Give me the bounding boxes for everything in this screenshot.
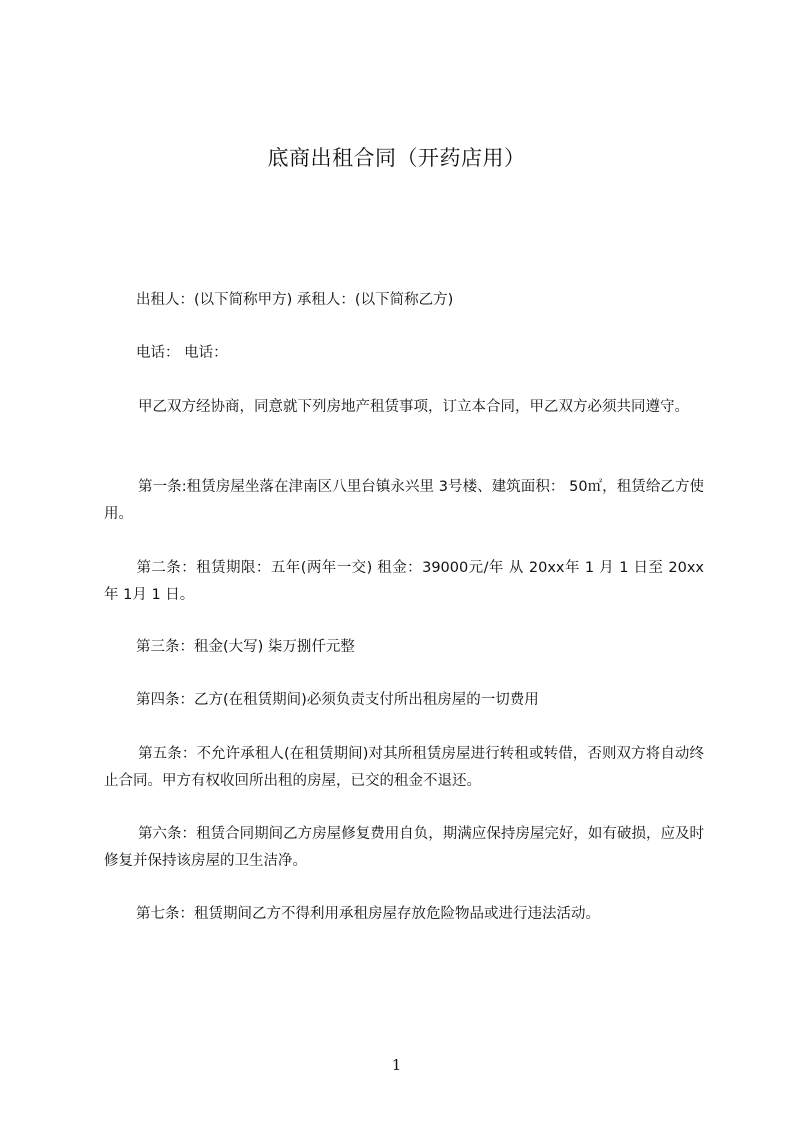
article-5 <box>104 741 704 795</box>
article-5-text: 第五条：不允许承租人(在租赁期间)对其所租赁房屋进行转租或转借，否则双方将自动终止合同。甲方有权收回所出租的房屋，已交的租金不退还。 <box>104 746 704 789</box>
article-2 <box>104 555 704 609</box>
phone-text: 电话： 电话： <box>136 345 228 361</box>
article-4 <box>104 687 704 714</box>
article-3-text: 第三条：租金(大写) 柒万捌仟元整 <box>136 639 355 655</box>
preamble-text: 甲乙双方经协商，同意就下列房地产租赁事项，订立本合同，甲乙双方必须共同遵守。 <box>138 399 689 415</box>
parties-text: 出租人：(以下简称甲方) 承租人：(以下简称乙方) <box>136 292 454 308</box>
article-3 <box>104 634 704 661</box>
article-1 <box>104 474 704 528</box>
article-6 <box>104 821 704 875</box>
article-7-text: 第七条：租赁期间乙方不得利用承租房屋存放危险物品或进行违法活动。 <box>136 906 600 922</box>
phone-line <box>104 340 704 367</box>
article-4-text: 第四条：乙方(在租赁期间)必须负责支付所出租房屋的一切费用 <box>136 692 539 708</box>
page-number: 1 <box>391 1056 402 1074</box>
article-2-text: 第二条：租赁期限：五年(两年一交) 租金：39000元/年 从 20xx年 1 月 1 日至 20xx 年 1月 1 日。 <box>104 560 704 603</box>
article-7 <box>104 901 704 928</box>
article-1-text: 第一条:租赁房屋坐落在津南区八里台镇永兴里 3号楼、建筑面积： 50㎡，租赁给乙方使用。 <box>104 479 704 522</box>
parties-line <box>104 287 704 314</box>
article-6-text: 第六条：租赁合同期间乙方房屋修复费用自负，期满应保持房屋完好，如有破损，应及时修复并保持该房屋的卫生洁净。 <box>104 826 704 869</box>
document-title: 底商出租合同（开药店用） <box>267 146 526 170</box>
preamble-paragraph <box>104 394 704 421</box>
